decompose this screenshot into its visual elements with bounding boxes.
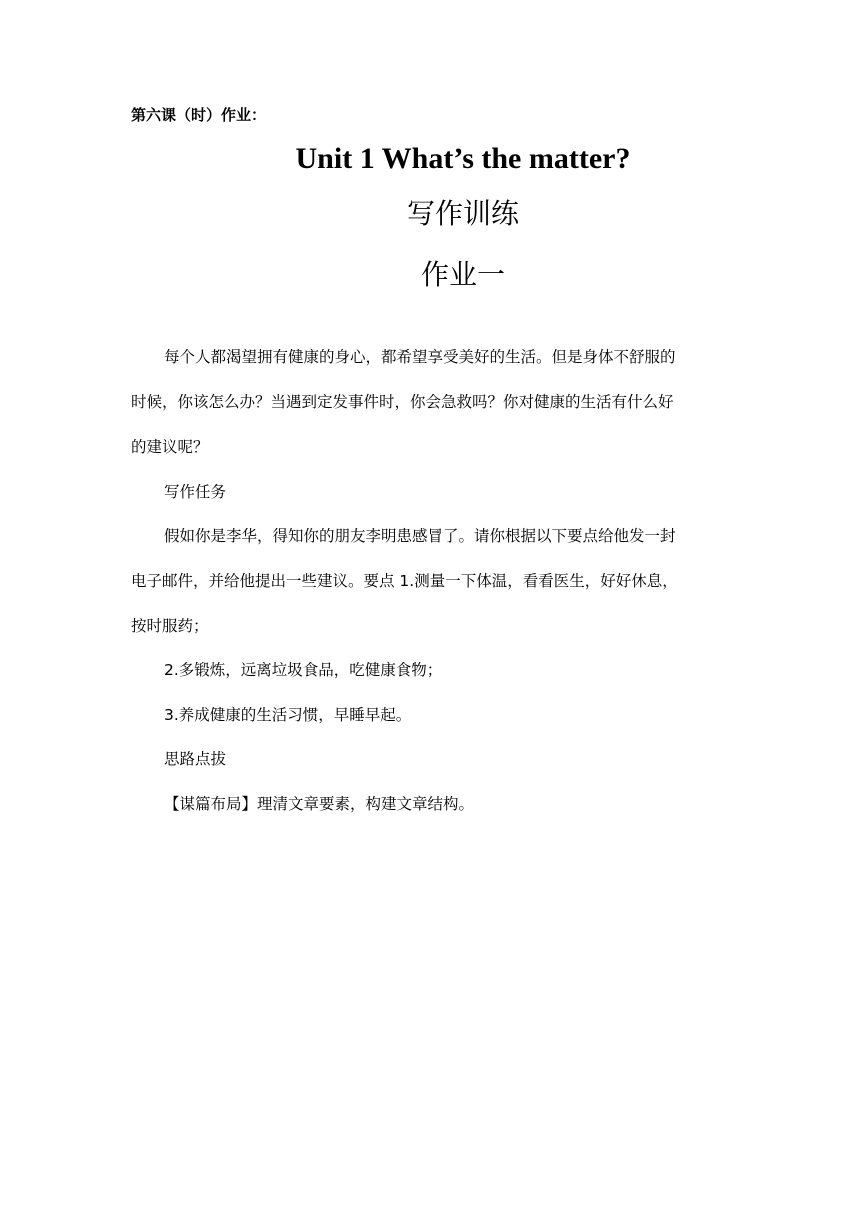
- layout-tip: 【谋篇布局】理清文章要素，构建文章结构。: [164, 795, 475, 813]
- task-line-3: 按时服药；: [131, 617, 209, 635]
- lesson-label: 第六课（时）作业：: [131, 106, 267, 124]
- homework-title: 作业一: [420, 258, 505, 291]
- intro-line-1: 每个人都渴望拥有健康的身心，都希望享受美好的生活。但是身体不舒服的: [164, 348, 676, 366]
- unit-title: Unit 1 What’s the matter?: [295, 142, 631, 175]
- intro-line-2: 时候，你该怎么办？当遇到定发事件时，你会急救吗？你对健康的生活有什么好: [131, 393, 674, 411]
- tips-heading: 思路点拔: [164, 750, 227, 768]
- task-line-2: 电子邮件，并给他提出一些建议。要点 1.测量一下体温，看看医生，好好休息，: [131, 572, 678, 590]
- task-point-2: 2.多锻炼，远离垃圾食品，吃健康食物；: [164, 661, 443, 679]
- task-line-1: 假如你是李华，得知你的朋友李明患感冒了。请你根据以下要点给他发一封: [164, 527, 676, 545]
- task-heading: 写作任务: [164, 483, 227, 501]
- task-point-3: 3.养成健康的生活习惯，早睡早起。: [164, 706, 412, 724]
- section-title: 写作训练: [406, 197, 519, 230]
- intro-line-3: 的建议呢？: [131, 438, 209, 456]
